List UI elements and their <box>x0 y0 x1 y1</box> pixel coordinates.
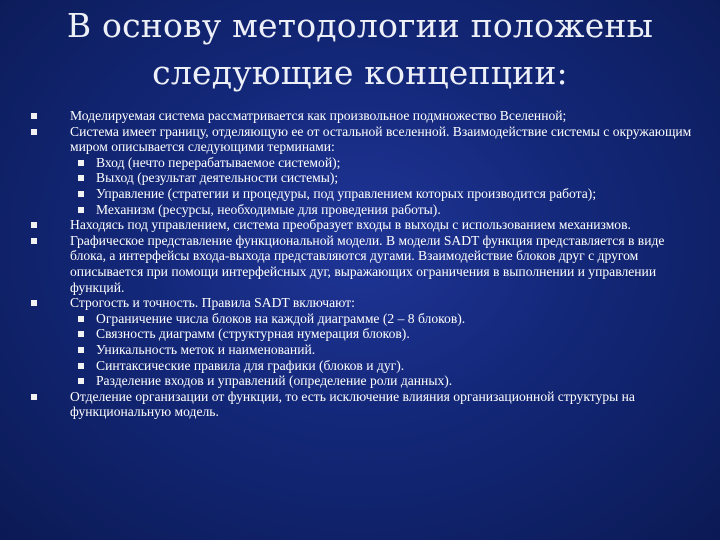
sub-list-item <box>30 155 700 171</box>
square-bullet-icon <box>78 363 84 369</box>
sub-list-item-text: Вход (нечто перерабатываемое системой); <box>96 154 341 170</box>
sub-list-item <box>30 358 700 374</box>
sub-list-item-text: Ограничение числа блоков на каждой диаграмме (2 – 8 блоков). <box>96 310 466 326</box>
square-bullet-icon <box>78 347 84 353</box>
list-item-text: Моделируемая система рассматривается как произвольное подмножество Вселенной; <box>70 108 567 123</box>
sub-list-item <box>30 326 700 342</box>
bullet-list <box>30 108 700 420</box>
sub-list-item-text: Выход (результат деятельности системы); <box>96 170 339 186</box>
square-bullet-icon <box>31 113 37 119</box>
sub-list-item <box>30 170 700 186</box>
sub-list-item <box>30 311 700 327</box>
list-item <box>30 233 700 295</box>
list-item <box>30 217 700 233</box>
sub-list-item <box>30 342 700 358</box>
square-bullet-icon <box>78 316 84 322</box>
square-bullet-icon <box>31 238 37 244</box>
sub-list-item <box>30 186 700 202</box>
sub-list-item <box>30 202 700 218</box>
square-bullet-icon <box>78 160 84 166</box>
list-item-text: Строгость и точность. Правила SADT включают: <box>70 295 355 311</box>
title-line-1: В основу методологии положены <box>66 6 654 45</box>
square-bullet-icon <box>78 207 84 213</box>
list-item-text: Находясь под управлением, система преобразует входы в выходы с использованием механизмов. <box>70 217 631 233</box>
list-item-text: Графическое представление функциональной модели. В модели SADT функция представляется в виде блока, а интерфейсы входа-выхода представляются дугами. Взаимодействие блоков друг с другом описывается при помощи интерфейсных дуг, выражающих ограничения в выполнении и управлении функций. <box>70 232 665 295</box>
list-item <box>30 389 700 420</box>
square-bullet-icon <box>31 300 37 306</box>
list-item <box>30 295 700 311</box>
square-bullet-icon <box>78 331 84 337</box>
sub-list-item-text: Механизм (ресурсы, необходимые для проведения работы). <box>96 201 441 217</box>
list-item-text: Отделение организации от функции, то есть исключение влияния организационной структуры на функциональную модель. <box>70 388 635 420</box>
square-bullet-icon <box>31 129 37 135</box>
sub-list-item <box>30 373 700 389</box>
slide-title <box>30 2 690 96</box>
square-bullet-icon <box>31 222 37 228</box>
list-item <box>30 108 700 124</box>
sub-list-item-text: Управление (стратегии и процедуры, под управлением которых производится работа); <box>96 185 597 201</box>
sub-list-item-text: Уникальность меток и наименований. <box>96 341 316 357</box>
list-item-text: Система имеет границу, отделяющую ее от остальной вселенной. Взаимодействие системы с окружающим миром описывается следующими терминами: <box>70 123 692 155</box>
sub-list-item-text: Синтаксические правила для графики (блоков и дуг). <box>96 357 405 373</box>
square-bullet-icon <box>78 378 84 384</box>
title-line-2: следующие концепции: <box>152 53 568 92</box>
list-item <box>30 124 700 155</box>
square-bullet-icon <box>78 191 84 197</box>
square-bullet-icon <box>78 175 84 181</box>
sub-list-item-text: Разделение входов и управлений (определение роли данных). <box>96 373 453 389</box>
square-bullet-icon <box>31 394 37 400</box>
sub-list-item-text: Связность диаграмм (структурная нумерация блоков). <box>96 326 410 342</box>
